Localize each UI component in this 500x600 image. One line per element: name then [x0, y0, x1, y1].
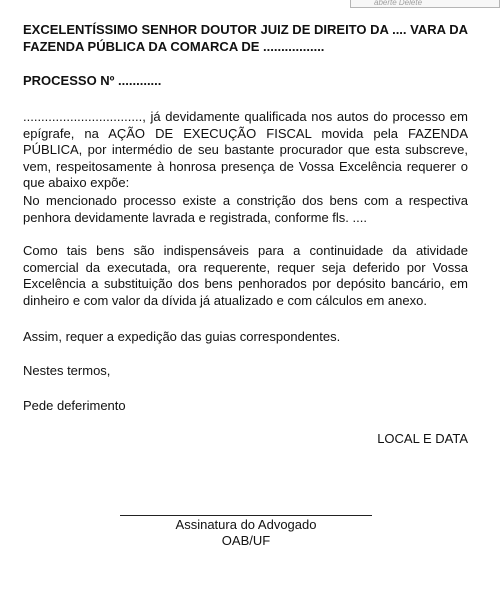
top-tab-label: aberte Delete — [350, 0, 500, 8]
paragraph-request: Como tais bens são indispensáveis para a continuidade da atividade comercial da executada, ora requerente, requer seja deferido por Vossa Excelência a substituição dos bens penhorados por depósito bancário, em dinheiro e com valor da dívida já atualizado e com cálculos em anexo. — [23, 243, 468, 308]
paragraph-qualification: ................................., já devidamente qualificada nos autos do processo em epígrafe, na AÇÃO DE EXECUÇÃO FISCAL movida pela FAZENDA PÚBLICA, por intermédio de seu bastante procurador que esta subscreve, vem, respeitosamente à honrosa presença de Vossa Excelência requerer o que abaixo expõe: — [23, 109, 468, 190]
local-e-data: LOCAL E DATA — [377, 431, 468, 446]
signature-name: Assinatura do Advogado — [175, 517, 317, 532]
signature-line — [120, 515, 372, 516]
signature-block — [120, 517, 372, 549]
paragraph-guias: Assim, requer a expedição das guias correspondentes. — [23, 329, 341, 344]
petition-document — [23, 21, 468, 446]
paragraph-nestes-termos: Nestes termos, — [23, 363, 111, 378]
paragraph-pede-deferimento: Pede deferimento — [23, 398, 126, 413]
signature-registration: OAB/UF — [221, 533, 271, 548]
process-number: PROCESSO Nº ............ — [23, 73, 162, 88]
paragraph-constriction: No mencionado processo existe a constrição dos bens com a respectiva penhora devidamente lavrada e registrada, conforme fls. .... — [23, 193, 468, 225]
document-heading: EXCELENTÍSSIMO SENHOR DOUTOR JUIZ DE DIREITO DA .... VARA DA FAZENDA PÚBLICA DA COMARCA DE ................. — [23, 22, 468, 54]
